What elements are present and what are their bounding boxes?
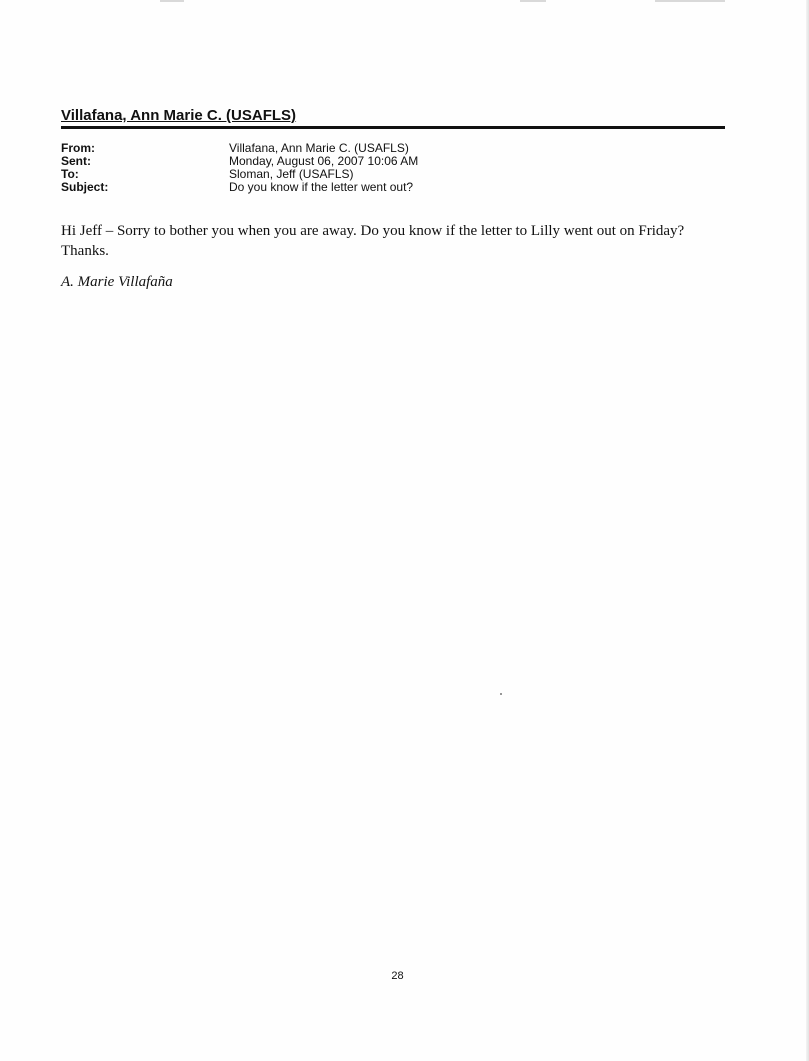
- email-body: [61, 221, 741, 261]
- header-row-subject: [61, 181, 418, 194]
- page-number: 28: [391, 970, 404, 982]
- body-line: Thanks.: [61, 243, 109, 259]
- heading-rule: [61, 126, 725, 129]
- from-label: From:: [61, 141, 95, 155]
- body-line: Hi Jeff – Sorry to bother you when you are away. Do you know if the letter to Lilly went out on Friday?: [61, 223, 685, 239]
- email-header-table: [61, 142, 418, 194]
- email-signature: A. Marie Villafaña: [61, 274, 173, 290]
- scan-speck: [500, 693, 502, 695]
- email-sender-heading: Villafana, Ann Marie C. (USAFLS): [61, 107, 297, 124]
- subject-label: Subject:: [61, 180, 109, 194]
- scan-smudge: [520, 0, 546, 2]
- sent-label: Sent:: [61, 154, 91, 168]
- sent-value: Monday, August 06, 2007 10:06 AM: [229, 154, 419, 168]
- to-label: To:: [61, 167, 79, 181]
- from-value: Villafana, Ann Marie C. (USAFLS): [229, 141, 409, 155]
- scan-smudge: [655, 0, 725, 2]
- to-value: Sloman, Jeff (USAFLS): [229, 167, 354, 181]
- scan-smudge: [160, 0, 184, 2]
- subject-value: Do you know if the letter went out?: [229, 180, 414, 194]
